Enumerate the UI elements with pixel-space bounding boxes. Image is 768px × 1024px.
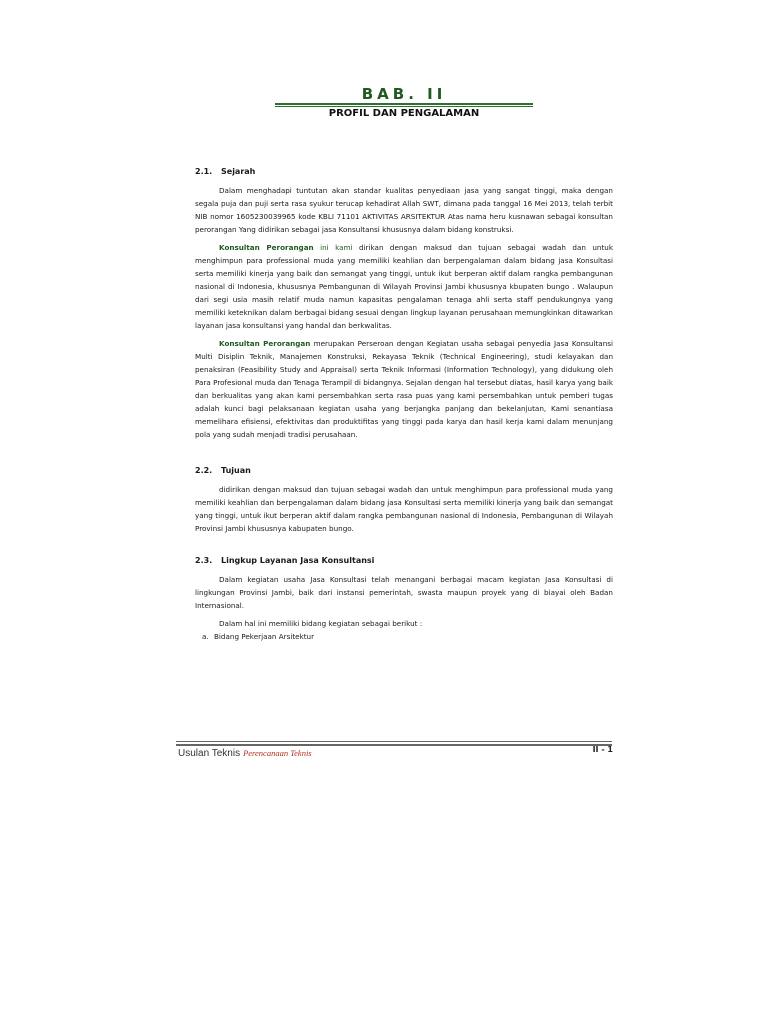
list-marker: a. [202, 632, 209, 641]
footer-label-text: Usulan Teknis [178, 748, 241, 759]
section-title: Tujuan [221, 466, 251, 475]
chapter-title: BAB. II [361, 85, 447, 103]
section-heading-lingkup [195, 554, 613, 567]
list-item-text: Bidang Pekerjaan Arsitektur [214, 632, 315, 641]
footer-label [178, 748, 312, 759]
highlight-text: ini kami [313, 243, 353, 252]
paragraph [195, 337, 613, 441]
main-content [195, 165, 613, 643]
section-number: 2.2. [195, 466, 213, 475]
paragraph: Dalam kegiatan usaha Jasa Konsultasi telah menangani berbagai macam kegiatan Jasa Konsultasi di lingkungan Provinsi Jambi, baik dari instansi pemerintah, swasta maupun proyek yang di biayai oleh Badan Internasional. [195, 575, 613, 610]
footer-rule-thin [176, 741, 612, 742]
paragraph-text: merupakan Perseroan dengan Kegiatan usaha sebagai penyedia Jasa Konsultansi Multi Disiplin Teknik, Manajemen Konstruksi, Rekayasa Teknik (Technical Engineering), studi kelayakan dan penaksiran (Feasibility Study and Appraisal) serta Teknik Informasi (Information Technology), yang didukung oleh Para Profesional muda dan Tenaga Terampil di bidangnya. Sejalan dengan hal tersebut diatas, hasil karya yang baik dan berkualitas yang akan kami persembahkan serta rasa puas yang kami persembahkan untuk pemberi tugas adalah kunci bagi pelaksanaan kegiatan usaha yang berjangka panjang dan bekelanjutan, Kami senantiasa memelihara efisiensi, efektivitas dan produktifitas yang tinggi pada karya dan hasil kerja kami dalam menunjang pola yang sudah menjadi tradisi perusahaan. [195, 339, 613, 439]
section-heading-tujuan [195, 464, 613, 477]
list-item [195, 630, 613, 643]
paragraph: Dalam hal ini memiliki bidang kegiatan sebagai berikut : [219, 619, 423, 628]
header-rule-thick [275, 103, 533, 105]
footer-rule-thick [176, 744, 612, 746]
section-number: 2.1. [195, 167, 213, 176]
paragraph: didirikan dengan maksud dan tujuan sebagai wadah dan untuk menghimpun para professional muda yang memiliki keahlian dan berpengalaman dalam bidang jasa Konsultasi serta memiliki kinerja yang baik dan semangat yang tinggi, untuk ikut berperan aktif dalam rangka pembangunan nasional di Indonesia, Pembangunan di Wilayah Provinsi Jambi khususnya kabupaten bungo. [195, 485, 613, 533]
header-rule-thin [275, 106, 533, 107]
section-title: Sejarah [221, 167, 256, 176]
paragraph: Dalam menghadapi tuntutan akan standar kualitas penyediaan jasa yang sangat tinggi, maka dengan segala puja dan puji serta rasa syukur terucap kehadirat Allah SWT, dimana pada tanggal 16 Mei 2013, telah terbit NIB nomor 1605230039965 kode KBLI 71101 AKTIVITAS ARSITEKTUR Atas nama heru kusnawan sebagai konsultan perorangan Yang didirikan sebagai jasa Konsultansi khususnya dalam bidang konstruksi. [195, 186, 613, 234]
section-heading-sejarah [195, 165, 613, 178]
paragraph-text: dirikan dengan maksud dan tujuan sebagai wadah dan untuk menghimpun para professional muda yang memiliki keahlian dan berpengalaman dalam bidang jasa Konsultasi serta memiliki kinerja yang baik dan semangat yang tinggi, untuk ikut berperan aktif dalam rangka pembangunan nasional di Indonesia, khususnya Pembangunan di Wilayah Provinsi Jambi khususnya kbupaten bungo . Walaupun dari segi usia masih relatif muda namun kapasitas pengalaman tenaga ahli serta staff pendukungnya yang memiliki keteknikan dalam berbagai bidang sesuai dengan lingkup layanan perusahaan memungkinkan ditawarkan layanan jasa konsultansi yang handal dan berkwalitas. [195, 243, 613, 330]
paragraph [195, 241, 613, 332]
section-number: 2.3. [195, 556, 213, 565]
section-title: Lingkup Layanan Jasa Konsultansi [221, 556, 375, 565]
page-number: II - 1 [592, 745, 613, 754]
highlight-text: Konsultan Perorangan [219, 339, 311, 348]
footer-label-italic: Perencanaan Teknis [243, 748, 312, 758]
chapter-subtitle: PROFIL DAN PENGALAMAN [328, 108, 480, 119]
highlight-text: Konsultan Perorangan [219, 243, 314, 252]
